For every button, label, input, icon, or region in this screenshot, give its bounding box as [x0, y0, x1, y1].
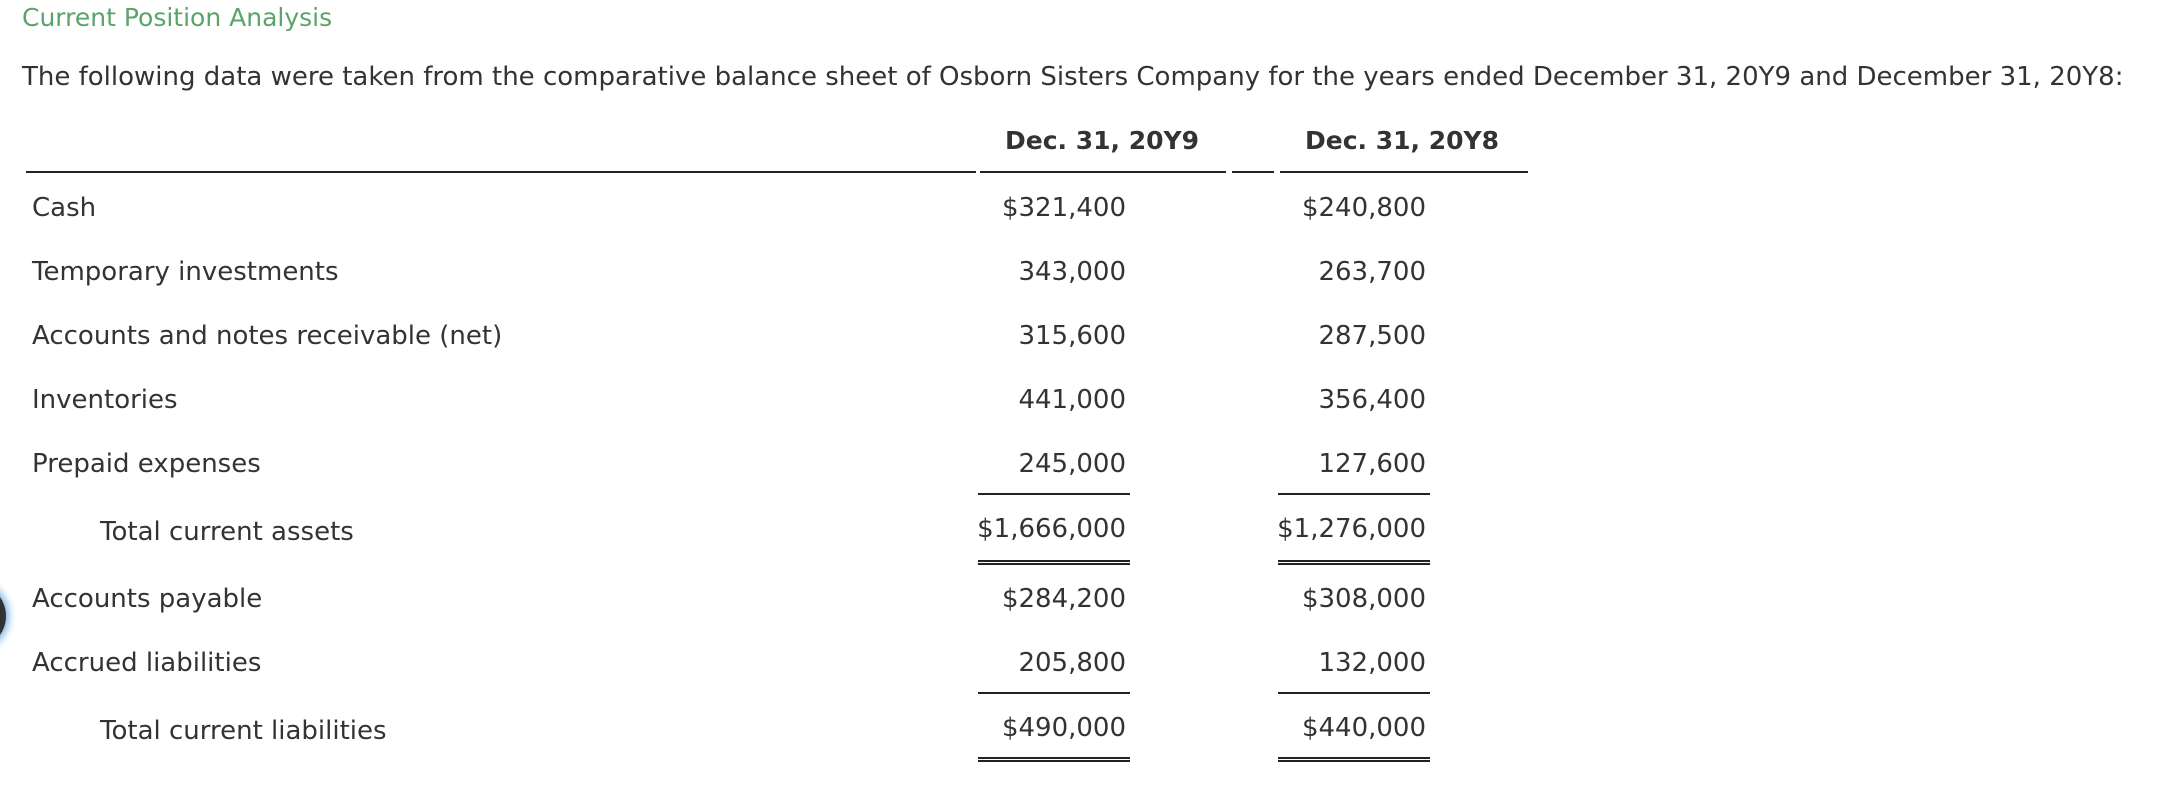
row-total-current-liabilities-20y8: $440,000 [1301, 713, 1426, 743]
header-rule-label [26, 171, 976, 173]
row-label-accounts-payable: Accounts payable [32, 584, 263, 614]
total-double-rule-20y9 [978, 560, 1130, 565]
row-inventories-20y9: 441,000 [1018, 385, 1126, 415]
liabilities-rule-20y9 [978, 692, 1130, 694]
row-prepaid-expenses-20y9: 245,000 [1018, 449, 1126, 479]
liabilities-rule-20y8 [1278, 692, 1430, 694]
row-label-prepaid-expenses: Prepaid expenses [32, 449, 261, 479]
row-accounts-payable-20y9: $284,200 [1001, 584, 1126, 614]
row-total-current-assets-20y9: $1,666,000 [977, 514, 1126, 544]
liabilities-double-rule-20y8 [1278, 757, 1430, 762]
intro-text: The following data were taken from the comparative balance sheet of Osborn Sisters Company for the years ended December 31, 20Y9 and December 31, 20Y8: [22, 62, 2124, 92]
row-label-temporary-investments: Temporary investments [32, 257, 339, 287]
total-double-rule-20y8 [1278, 560, 1430, 565]
page-title: Current Position Analysis [22, 3, 333, 32]
row-label-accounts-receivable: Accounts and notes receivable (net) [32, 321, 503, 351]
row-prepaid-expenses-20y8: 127,600 [1318, 449, 1426, 479]
row-total-current-liabilities-20y9: $490,000 [1001, 713, 1126, 743]
row-label-cash: Cash [32, 193, 97, 223]
column-header-20y8: Dec. 31, 20Y8 [1304, 126, 1499, 155]
row-temporary-investments-20y8: 263,700 [1318, 257, 1426, 287]
header-rule-col1 [980, 171, 1226, 173]
row-accounts-payable-20y8: $308,000 [1301, 584, 1426, 614]
column-header-20y9: Dec. 31, 20Y9 [1004, 126, 1199, 155]
row-accounts-receivable-20y9: 315,600 [1018, 321, 1126, 351]
floating-chat-button[interactable] [0, 583, 6, 649]
row-label-inventories: Inventories [32, 385, 178, 415]
liabilities-double-rule-20y9 [978, 757, 1130, 762]
subtotal-rule-20y9 [978, 493, 1130, 495]
row-accrued-liabilities-20y9: 205,800 [1018, 648, 1126, 678]
row-label-accrued-liabilities: Accrued liabilities [32, 648, 262, 678]
row-label-total-current-assets: Total current assets [100, 517, 354, 547]
row-label-total-current-liabilities: Total current liabilities [100, 716, 387, 746]
row-total-current-assets-20y8: $1,276,000 [1277, 514, 1426, 544]
header-rule-col2 [1280, 171, 1528, 173]
row-inventories-20y8: 356,400 [1318, 385, 1426, 415]
row-cash-20y8: $240,800 [1301, 193, 1426, 223]
subtotal-rule-20y8 [1278, 493, 1430, 495]
row-accrued-liabilities-20y8: 132,000 [1318, 648, 1426, 678]
row-temporary-investments-20y9: 343,000 [1018, 257, 1126, 287]
row-accounts-receivable-20y8: 287,500 [1318, 321, 1426, 351]
header-rule-gap [1232, 171, 1274, 173]
row-cash-20y9: $321,400 [1001, 193, 1126, 223]
